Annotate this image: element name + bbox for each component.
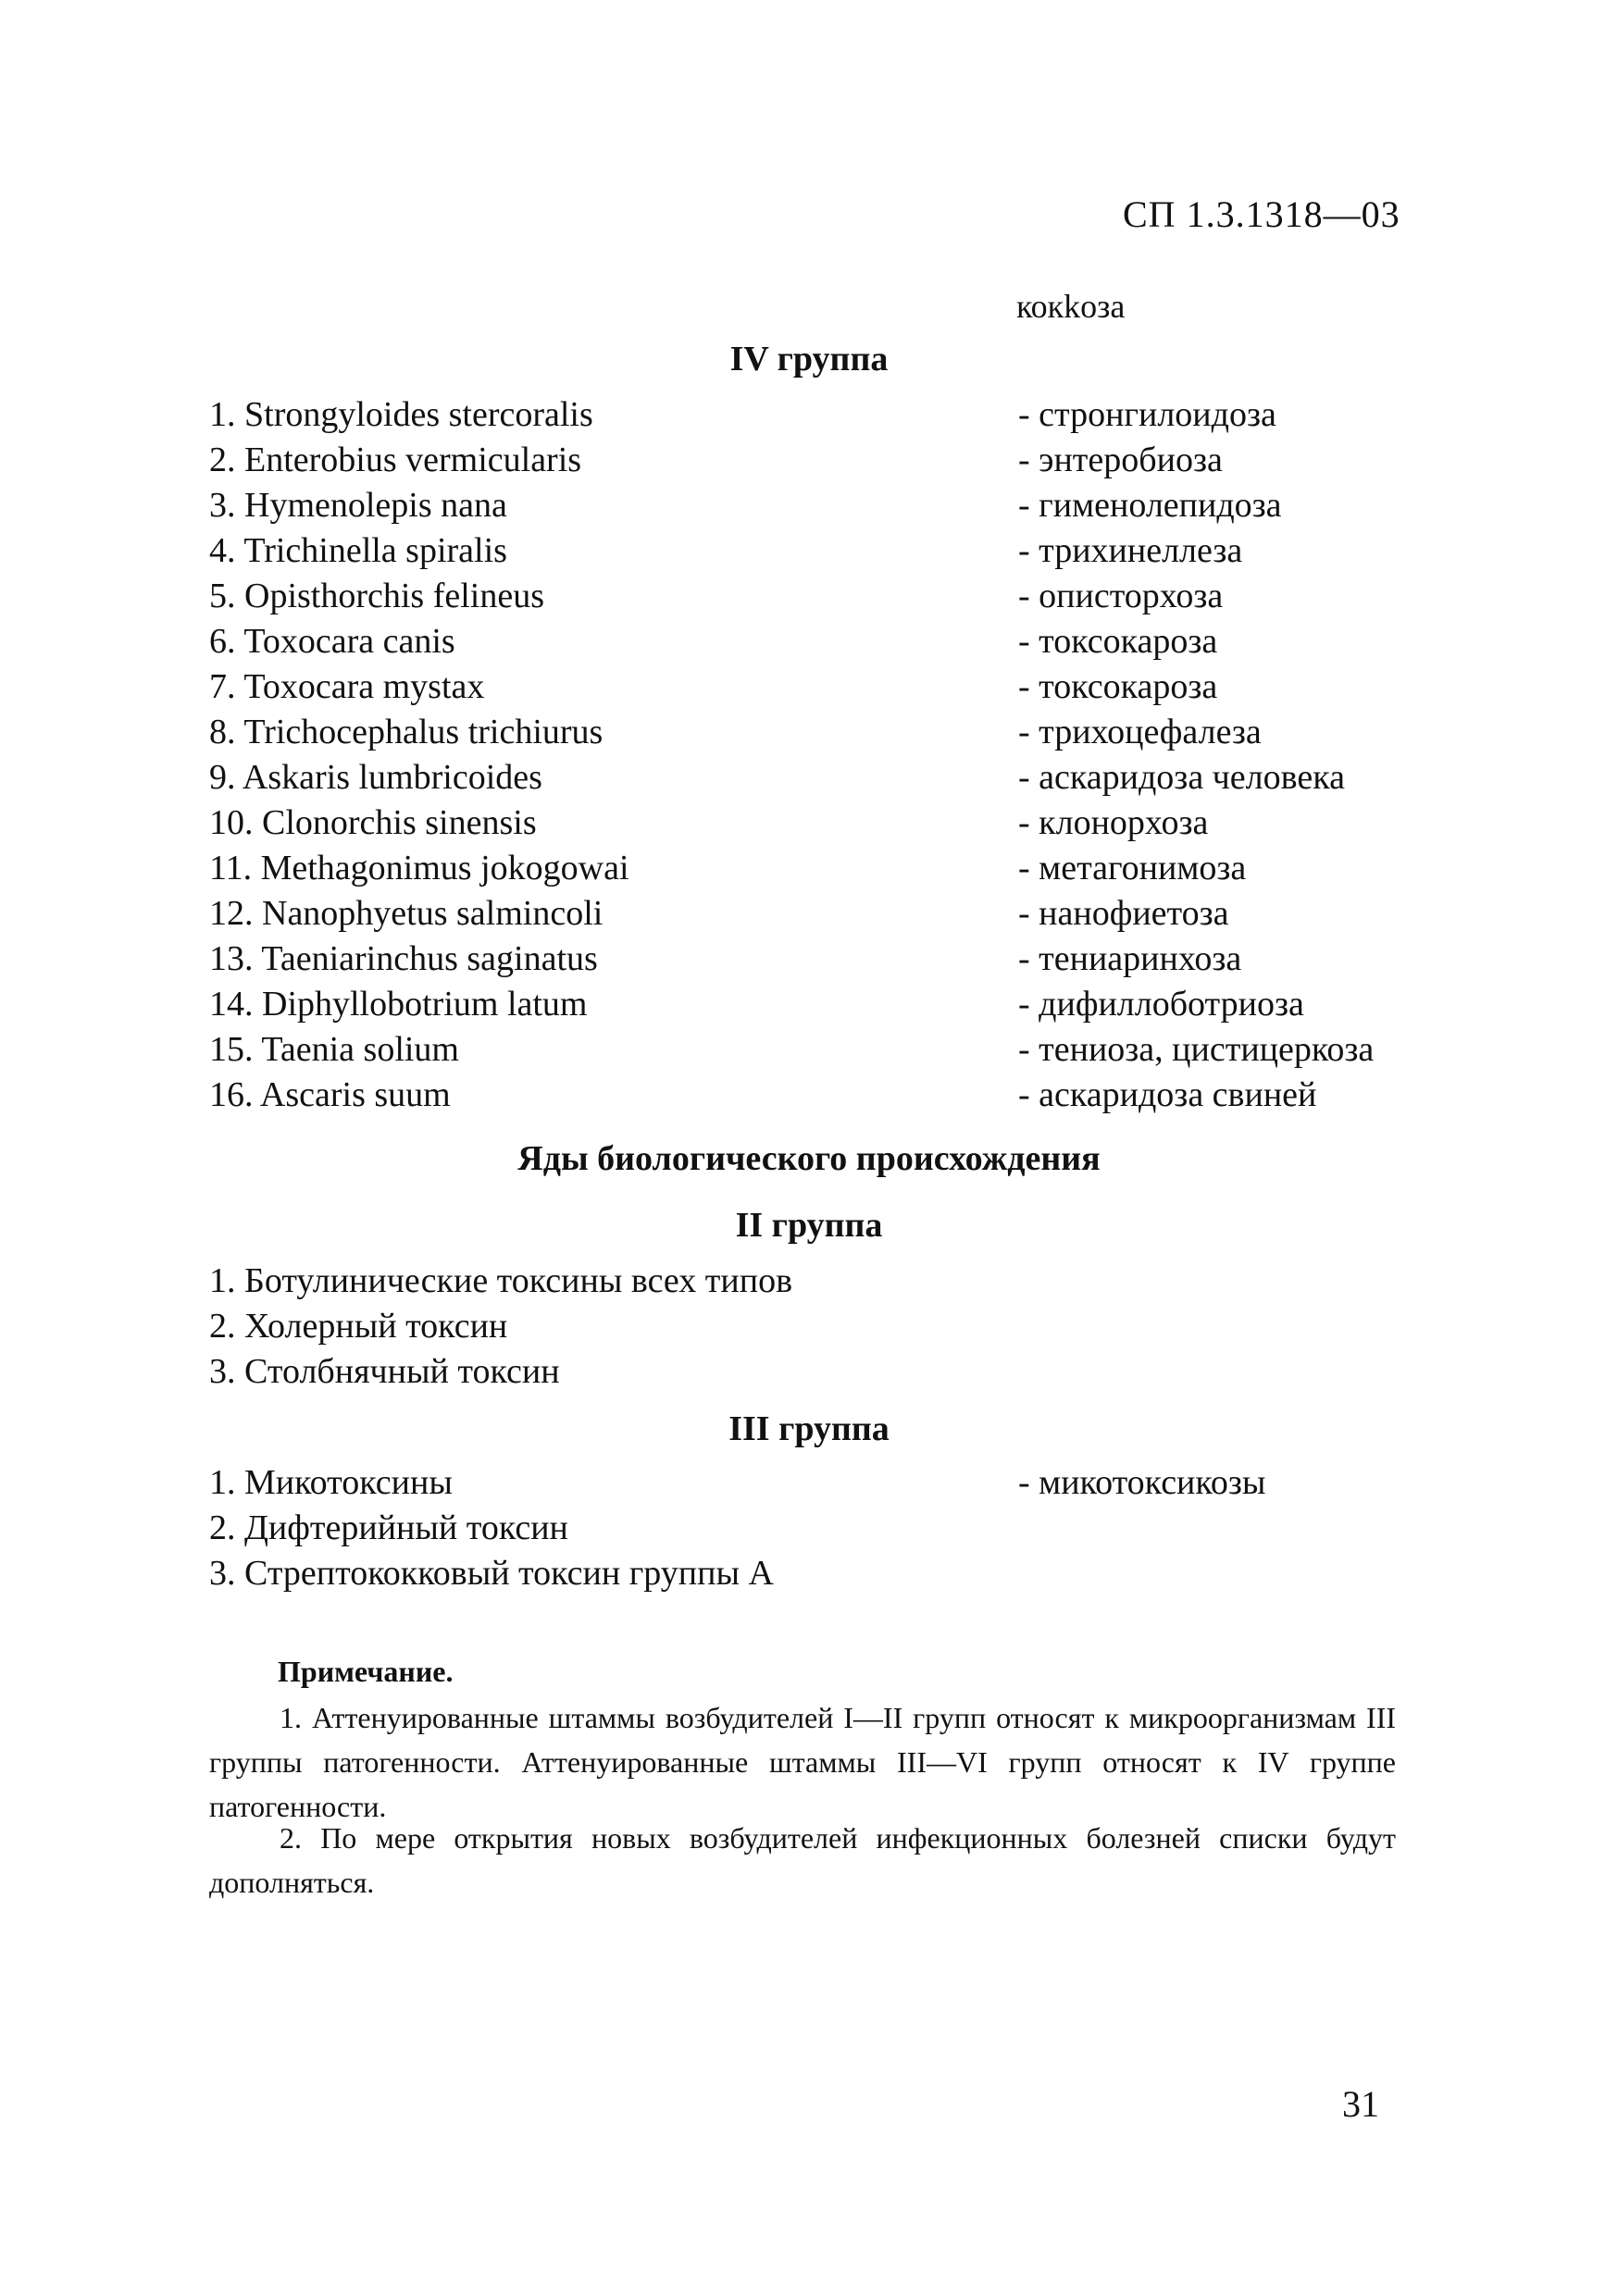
disease-name: - аскаридоза человека	[1018, 758, 1345, 797]
disease-name: - тениоза, цистицеркоза	[1018, 1030, 1375, 1069]
disease-name: - тениаринхоза	[1018, 939, 1242, 978]
continuation-word: кокkоза	[1016, 288, 1126, 325]
list-item	[209, 621, 1433, 666]
organism-name: 9. Askaris lumbricoides	[209, 758, 542, 797]
organism-name: 3. Столбнячный токсин	[209, 1352, 560, 1391]
disease-name: - метагонимоза	[1018, 849, 1247, 887]
list-item	[209, 984, 1433, 1029]
list-item	[209, 848, 1433, 893]
list-item	[209, 1306, 1433, 1351]
organism-name: 2. Enterobius vermicularis	[209, 441, 582, 479]
disease-name: - аскаридоза свиней	[1018, 1075, 1317, 1114]
list-item	[209, 440, 1433, 485]
disease-name: - клонорхоза	[1018, 803, 1209, 842]
disease-name: - нанофиетоза	[1018, 894, 1229, 933]
organism-name: 3. Стрептококковый токсин группы А	[209, 1554, 774, 1593]
list-item	[209, 712, 1433, 757]
list-item	[209, 394, 1433, 440]
list-item	[209, 576, 1433, 621]
organism-name: 14. Diphyllobotrium latum	[209, 985, 588, 1024]
list-item	[209, 666, 1433, 712]
disease-name: - стронгилоидоза	[1018, 395, 1276, 434]
list-item	[209, 1260, 1433, 1306]
organism-name: 5. Opisthorchis felineus	[209, 577, 545, 615]
disease-name: - микотоксикозы	[1018, 1463, 1266, 1502]
organism-name: 2. Дифтерийный токсин	[209, 1508, 568, 1547]
list-item	[209, 938, 1433, 984]
disease-name: - описторхоза	[1018, 577, 1224, 615]
group-iv-heading: IV группа	[729, 340, 889, 379]
note-title: Примечание.	[278, 1655, 454, 1688]
organism-name: 6. Toxocara canis	[209, 622, 455, 661]
disease-name: - гименолепидоза	[1018, 486, 1282, 525]
list-item	[209, 893, 1433, 938]
organism-name: 11. Methagonimus jokogowai	[209, 849, 629, 887]
group-ii-heading: II группа	[735, 1206, 883, 1245]
organism-name: 4. Trichinella spiralis	[209, 531, 507, 570]
document-id: СП 1.3.1318—03	[1123, 193, 1400, 235]
organism-name: 2. Холерный токсин	[209, 1307, 508, 1346]
disease-name: - трихинеллеза	[1018, 531, 1243, 570]
disease-name: - токсокароза	[1018, 622, 1218, 661]
list-item	[209, 1508, 1433, 1553]
page-number: 31	[1342, 2083, 1379, 2125]
poisons-heading: Яды биологического происхождения	[517, 1139, 1101, 1178]
organism-name: 13. Taeniarinchus saginatus	[209, 939, 598, 978]
note-paragraph-2: 2. По мере открытия новых возбудителей инфекционных болезней списки будут дополняться.	[209, 1821, 1396, 1899]
disease-name: - дифиллоботриоза	[1018, 985, 1304, 1024]
list-item	[209, 1074, 1433, 1120]
list-item	[209, 1553, 1433, 1598]
organism-name: 15. Taenia solium	[209, 1030, 459, 1069]
group-iii-heading: III группа	[728, 1409, 890, 1448]
organism-name: 16. Ascaris suum	[209, 1075, 451, 1114]
organism-name: 8. Trichocephalus trichiurus	[209, 713, 604, 751]
organism-name: 7. Toxocara mystax	[209, 667, 485, 706]
list-item	[209, 530, 1433, 576]
disease-name: - токсокароза	[1018, 667, 1218, 706]
organism-name: 1. Микотоксины	[209, 1463, 453, 1502]
organism-name: 1. Ботулинические токсины всех типов	[209, 1261, 793, 1300]
list-item	[209, 1029, 1433, 1074]
list-item	[209, 802, 1433, 848]
list-item	[209, 485, 1433, 530]
organism-name: 1. Strongyloides stercoralis	[209, 395, 593, 434]
list-item	[209, 1351, 1433, 1396]
note-paragraph-1: 1. Аттенуированные штаммы возбудителей I—II групп относят к микроорганизмам III группы патогенности. Аттенуированные штаммы III—VI групп относят к IV группе патогенности.	[209, 1701, 1396, 1823]
organism-name: 12. Nanophyetus salmincoli	[209, 894, 604, 933]
organism-name: 3. Hymenolepis nana	[209, 486, 507, 525]
list-item	[209, 1462, 1433, 1508]
disease-name: - трихоцефалеза	[1018, 713, 1262, 751]
list-item	[209, 757, 1433, 802]
disease-name: - энтеробиоза	[1018, 441, 1223, 479]
organism-name: 10. Clonorchis sinensis	[209, 803, 537, 842]
